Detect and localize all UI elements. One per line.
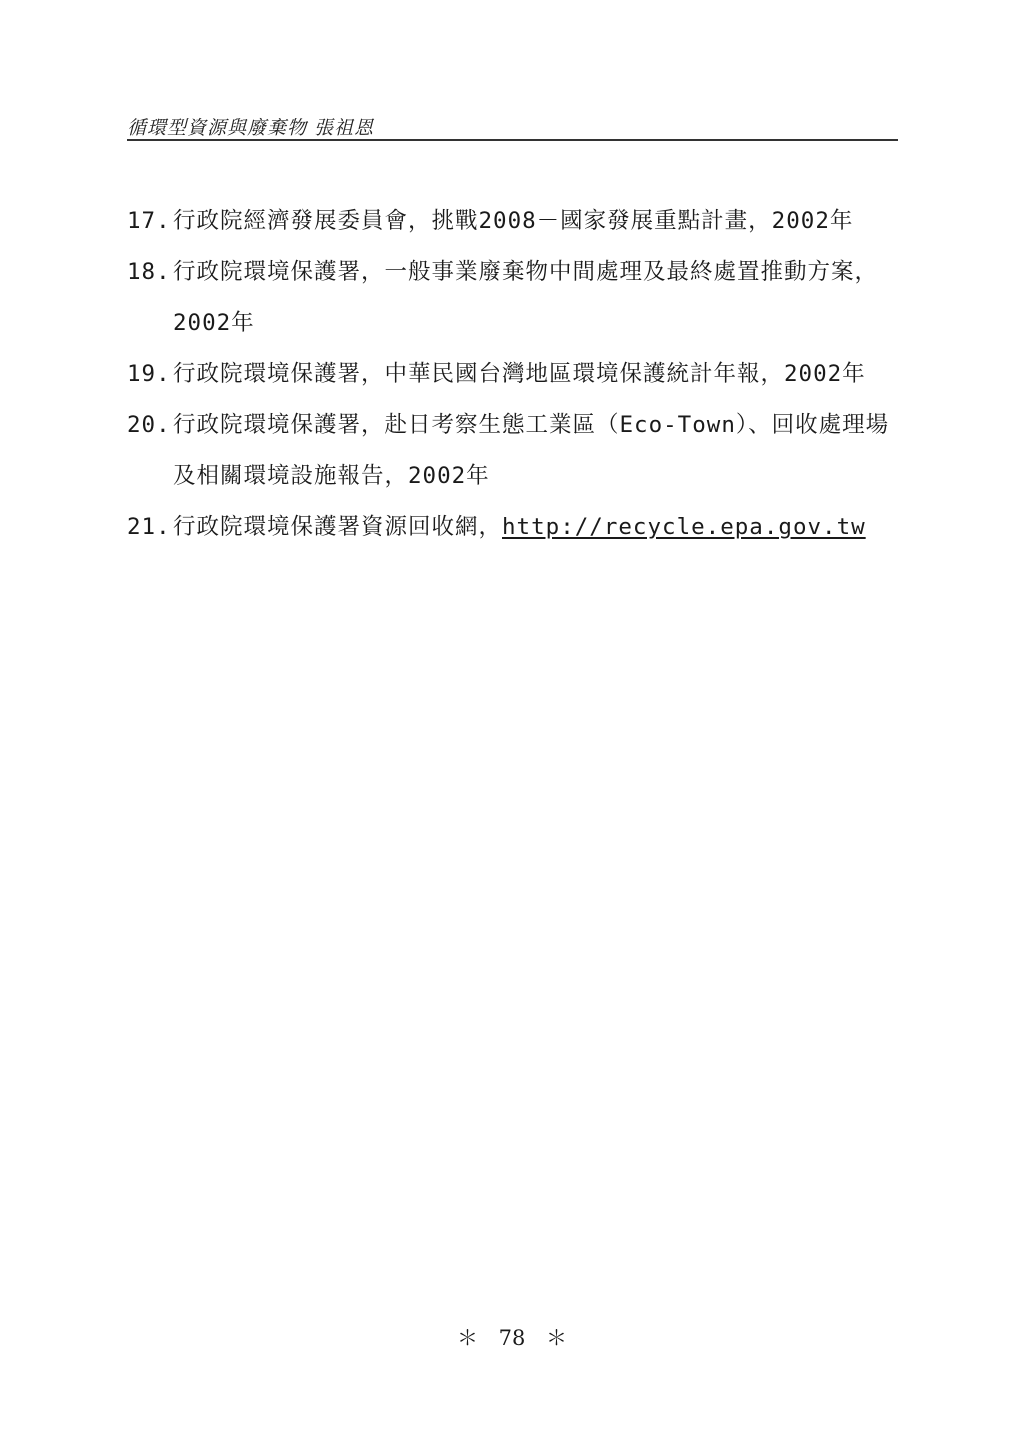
reference-number: 21. xyxy=(127,514,171,540)
reference-number: 17. xyxy=(127,208,171,234)
reference-text: 行政院環境保護署，中華民國台灣地區環境保護統計年報，2002年 xyxy=(173,361,866,387)
reference-number: 18. xyxy=(127,259,171,285)
page-number: ＊ 78 ＊ xyxy=(456,1326,568,1350)
running-header: 循環型資源與廢棄物 張祖恩 xyxy=(127,117,375,139)
reference-item-21 xyxy=(127,502,907,553)
reference-text: 行政院環境保護署，一般事業廢棄物中間處理及最終處置推動方案，2002年 xyxy=(173,259,879,336)
reference-item-19 xyxy=(127,349,907,400)
reference-number: 20. xyxy=(127,412,171,438)
reference-list xyxy=(127,196,907,553)
header-divider xyxy=(127,139,898,141)
reference-text: 行政院經濟發展委員會，挑戰2008－國家發展重點計畫，2002年 xyxy=(173,208,854,234)
reference-text: 行政院環境保護署資源回收網， xyxy=(173,514,503,540)
reference-item-20 xyxy=(127,400,907,502)
reference-text: 行政院環境保護署，赴日考察生態工業區（Eco-Town）、回收處理場及相關環境設施報告，2002年 xyxy=(173,412,890,489)
reference-item-18 xyxy=(127,247,907,349)
recycle-website-link[interactable]: http://recycle.epa.gov.tw xyxy=(502,514,866,540)
reference-number: 19. xyxy=(127,361,171,387)
reference-item-17 xyxy=(127,196,907,247)
